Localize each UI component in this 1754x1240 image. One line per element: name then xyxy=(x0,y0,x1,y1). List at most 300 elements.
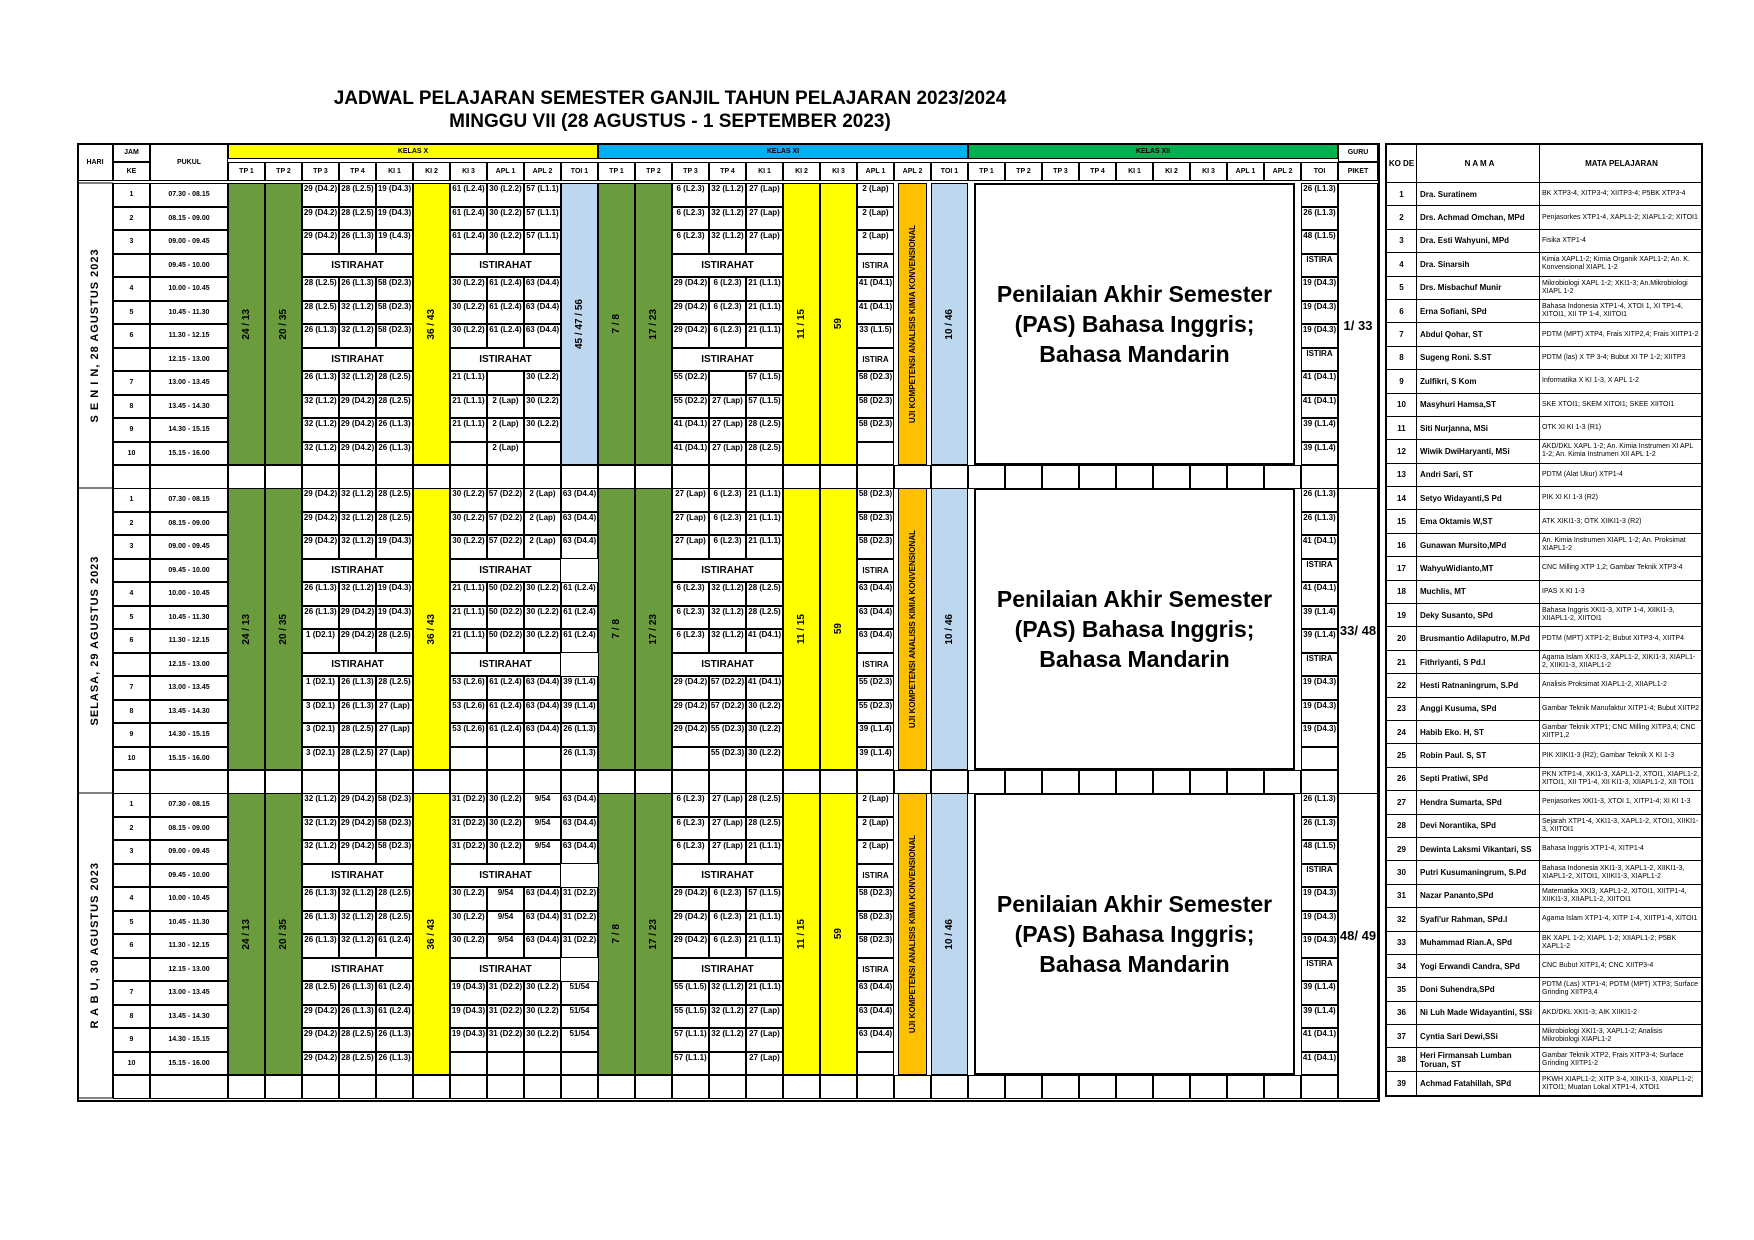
istirahat-label: ISTIRA xyxy=(857,864,894,888)
empty-cell xyxy=(265,1075,302,1099)
class-cell: 19 (D4.3) xyxy=(376,582,413,606)
empty-cell xyxy=(783,770,820,794)
empty-cell xyxy=(339,770,376,794)
empty-cell xyxy=(746,770,783,794)
teacher-name: Habib Eko. H, ST xyxy=(1417,721,1540,743)
class-cell: 27 (Lap) xyxy=(376,700,413,724)
empty-cell xyxy=(635,770,672,794)
column-header: KI 1 xyxy=(376,162,413,181)
slot-time: 08.15 - 09.00 xyxy=(150,207,228,231)
class-cell: 2 (Lap) xyxy=(857,817,894,841)
slot-number: 6 xyxy=(113,629,150,653)
empty-cell xyxy=(450,1075,487,1099)
class-cell: 63 (D4.4) xyxy=(857,981,894,1005)
empty-cell xyxy=(302,465,339,489)
class-cell: 6 (L2.3) xyxy=(672,183,709,207)
class-cell: 26 (L1.3) xyxy=(339,1005,376,1029)
class-cell: 58 (D2.3) xyxy=(857,887,894,911)
teacher-code: 34 xyxy=(1387,955,1417,977)
class-cell xyxy=(561,1052,598,1076)
empty-cell xyxy=(1264,465,1301,489)
teacher-row xyxy=(1387,1072,1701,1095)
slot-time: 10.45 - 11.30 xyxy=(150,301,228,325)
toi-cell: 26 (L1.3) xyxy=(1301,793,1338,817)
class-cell: 32 (L1.2) xyxy=(302,793,339,817)
slot-time: 13.00 - 13.45 xyxy=(150,676,228,700)
empty-cell xyxy=(1153,465,1190,489)
toi-cell: 19 (D4.3) xyxy=(1301,324,1338,348)
empty-cell xyxy=(228,465,265,489)
empty-cell xyxy=(672,1075,709,1099)
teacher-name: Heri Firmansah Lumban Toruan, ST xyxy=(1417,1048,1540,1070)
teacher-name: Robin Paul. S, ST xyxy=(1417,744,1540,766)
empty-cell xyxy=(302,770,339,794)
toi-cell: ISTIRA xyxy=(1301,348,1338,372)
block-label: 10 / 46 xyxy=(944,308,955,340)
block-bar xyxy=(931,183,968,465)
toi-cell: 39 (L1.4) xyxy=(1301,1005,1338,1029)
empty-cell xyxy=(968,770,1005,794)
class-cell: 6 (L2.3) xyxy=(672,840,709,864)
teacher-code: 9 xyxy=(1387,370,1417,392)
class-cell: 30 (L2.2) xyxy=(746,723,783,747)
class-cell: 55 (D2.3) xyxy=(857,700,894,724)
empty-cell xyxy=(1227,770,1264,794)
block-bar xyxy=(820,183,857,465)
class-cell xyxy=(672,747,709,771)
class-cell: 3 (D2.1) xyxy=(302,723,339,747)
teacher-subjects: Bahasa Indonesia XTP1-4, XTOI 1, XI TP1-4, XITOI1, XII TP 1-4, XIITOI1 xyxy=(1542,303,1683,319)
slot-number xyxy=(113,559,150,583)
class-cell xyxy=(709,1052,746,1076)
block-label: 24 / 13 xyxy=(241,613,252,645)
slot-time: 13.00 - 13.45 xyxy=(150,981,228,1005)
class-cell: 29 (D4.2) xyxy=(672,700,709,724)
class-cell: 29 (D4.2) xyxy=(302,207,339,231)
istirahat-label: ISTIRA xyxy=(857,653,894,677)
empty-cell xyxy=(1005,1075,1042,1099)
teacher-name: WahyuWidianto,MT xyxy=(1417,557,1540,579)
block-bar xyxy=(561,183,598,465)
class-cell: 58 (D2.3) xyxy=(376,793,413,817)
class-cell: 30 (L2.2) xyxy=(487,230,524,254)
header-pukul: PUKUL xyxy=(150,143,228,181)
class-cell: 28 (L2.5) xyxy=(376,512,413,536)
class-cell: 26 (L1.3) xyxy=(561,747,598,771)
toi-cell: 48 (L1.5) xyxy=(1301,230,1338,254)
class-cell: 50 (D2.2) xyxy=(487,582,524,606)
slot-time: 13.00 - 13.45 xyxy=(150,371,228,395)
toi-cell: 19 (D4.3) xyxy=(1301,277,1338,301)
class-cell: 6 (L2.3) xyxy=(709,934,746,958)
slot-number: 1 xyxy=(113,793,150,817)
slot-time: 09.45 - 10.00 xyxy=(150,864,228,888)
column-header: KI 2 xyxy=(783,162,820,181)
teacher-subjects: Kimia XAPL1-2; Kimia Organik XAPL1-2; An. K. Konvensional XIAPL 1-2 xyxy=(1542,256,1690,272)
class-cell: 61 (L2.4) xyxy=(487,301,524,325)
block-bar xyxy=(820,793,857,1075)
class-cell: 27 (Lap) xyxy=(746,1052,783,1076)
column-header: TP 4 xyxy=(339,162,376,181)
teacher-name: Masyhuri Hamsa,ST xyxy=(1417,394,1540,416)
teacher-row xyxy=(1387,370,1701,393)
teacher-code: 18 xyxy=(1387,581,1417,603)
class-cell: 29 (D4.2) xyxy=(302,1052,339,1076)
column-header: APL 2 xyxy=(1264,162,1301,181)
teacher-name: Muhammad Rian.A, SPd xyxy=(1417,932,1540,954)
teacher-row xyxy=(1387,487,1701,510)
pas-announcement: Penilaian Akhir Semester (PAS) Bahasa Inggris; Bahasa Mandarin xyxy=(974,183,1295,465)
slot-number: 10 xyxy=(113,747,150,771)
class-cell: 21 (L1.1) xyxy=(746,934,783,958)
istirahat-label: ISTIRAHAT xyxy=(672,653,783,677)
toi-cell: 39 (L1.4) xyxy=(1301,606,1338,630)
class-cell: 32 (L1.2) xyxy=(709,207,746,231)
block-bar xyxy=(598,183,635,465)
slot-time: 15.15 - 16.00 xyxy=(150,442,228,466)
toi-cell: 39 (L1.4) xyxy=(1301,981,1338,1005)
teacher-subjects: Bahasa Inggris XKI1-3, XITP 1-4, XIIKI1-3, XIIAPL1-2, XIITOI1 xyxy=(1542,607,1675,623)
empty-cell xyxy=(487,770,524,794)
class-cell: 63 (D4.4) xyxy=(524,911,561,935)
teacher-row xyxy=(1387,955,1701,978)
class-cell: 57 (D2.2) xyxy=(709,676,746,700)
empty-cell xyxy=(598,1075,635,1099)
class-cell: 32 (L1.2) xyxy=(339,934,376,958)
class-cell: 29 (D4.2) xyxy=(672,887,709,911)
slot-number xyxy=(113,864,150,888)
teacher-subjects: Mikrobiologi XKI1-3, XAPL1-2; Analisis Mikrobiologi XIAPL1-2 xyxy=(1542,1028,1663,1044)
empty-cell xyxy=(1116,770,1153,794)
teacher-row xyxy=(1387,183,1701,206)
slot-time: 07.30 - 08.15 xyxy=(150,793,228,817)
class-cell: 26 (L1.3) xyxy=(339,981,376,1005)
day-label: S E N I N, 28 AGUSTUS 2023 xyxy=(77,183,113,489)
toi-cell: 48 (L1.5) xyxy=(1301,840,1338,864)
class-cell: 32 (L1.2) xyxy=(709,606,746,630)
class-cell: 41 (D4.1) xyxy=(672,418,709,442)
teacher-name: Andri Sari, ST xyxy=(1417,464,1540,486)
istirahat-label: ISTIRA xyxy=(857,348,894,372)
istirahat-label: ISTIRAHAT xyxy=(672,348,783,372)
column-header: KI 2 xyxy=(413,162,450,181)
teacher-subjects: PDTM (Alat Ukur) XTP1-4 xyxy=(1542,470,1623,478)
class-cell: 32 (L1.2) xyxy=(339,371,376,395)
istirahat-label: ISTIRAHAT xyxy=(302,254,413,278)
class-cell: 26 (L1.3) xyxy=(561,723,598,747)
class-cell: 27 (Lap) xyxy=(746,230,783,254)
block-label: 45 / 47 / 56 xyxy=(574,298,585,350)
class-cell: 26 (L1.3) xyxy=(302,582,339,606)
class-cell: 6 (L2.3) xyxy=(709,887,746,911)
teacher-subjects: BK XAPL 1-2; XIAPL 1-2; XIIAPL1-2; P5BK XAPL1-2 xyxy=(1542,934,1677,950)
slot-time: 13.45 - 14.30 xyxy=(150,1005,228,1029)
class-cell: 30 (L2.2) xyxy=(450,887,487,911)
block-bar xyxy=(820,488,857,770)
empty-cell xyxy=(524,1075,561,1099)
uji-kompetensi-label: UJI KOMPETENSI ANALISIS KIMIA KONVENSIONAL xyxy=(908,224,917,424)
class-cell: 31 (D2.2) xyxy=(450,817,487,841)
teacher-subjects: AKD/DKL XKI1-3; AIK XIIKI1-2 xyxy=(1542,1008,1638,1016)
class-cell: 28 (L2.5) xyxy=(302,301,339,325)
empty-cell xyxy=(783,1075,820,1099)
class-cell: 63 (D4.4) xyxy=(561,535,598,559)
block-bar xyxy=(635,183,672,465)
class-cell: 29 (D4.2) xyxy=(302,183,339,207)
toi-cell: ISTIRA xyxy=(1301,864,1338,888)
class-cell: 27 (Lap) xyxy=(709,817,746,841)
teacher-subjects: PIK XI KI 1-3 (R2) xyxy=(1542,494,1599,502)
block-label: 17 / 23 xyxy=(648,613,659,645)
class-cell: 30 (L2.2) xyxy=(450,535,487,559)
empty-cell xyxy=(635,465,672,489)
class-cell: 29 (D4.2) xyxy=(672,324,709,348)
column-header: TP 3 xyxy=(672,162,709,181)
piket-value: 1/ 33 xyxy=(1343,317,1373,333)
slot-number: 6 xyxy=(113,324,150,348)
block-label: 36 / 43 xyxy=(426,308,437,340)
class-cell: 2 (Lap) xyxy=(487,442,524,466)
teacher-code: 23 xyxy=(1387,698,1417,720)
block-label: 7 / 8 xyxy=(611,314,622,334)
block-bar xyxy=(228,488,265,770)
class-cell xyxy=(487,747,524,771)
class-cell: 21 (L1.1) xyxy=(450,371,487,395)
class-cell: 32 (L1.2) xyxy=(709,981,746,1005)
class-cell: 19 (L4.3) xyxy=(376,230,413,254)
class-cell: 26 (L1.3) xyxy=(339,676,376,700)
empty-cell xyxy=(894,770,931,794)
class-cell: 58 (D2.3) xyxy=(857,911,894,935)
slot-time: 14.30 - 15.15 xyxy=(150,1028,228,1052)
empty-cell xyxy=(339,1075,376,1099)
teacher-row xyxy=(1387,464,1701,487)
class-cell: 58 (D2.3) xyxy=(376,324,413,348)
istirahat-label: ISTIRA xyxy=(857,958,894,982)
slot-number: 3 xyxy=(113,230,150,254)
teacher-subjects: Fisika XTP1-4 xyxy=(1542,236,1586,244)
header-kelas-xi: KELAS XI xyxy=(598,143,968,159)
teacher-name: Dra. Esti Wahyuni, MPd xyxy=(1417,230,1540,252)
column-header: KI 1 xyxy=(746,162,783,181)
column-header: TP 4 xyxy=(709,162,746,181)
column-header: KI 2 xyxy=(1153,162,1190,181)
class-cell: 50 (D2.2) xyxy=(487,629,524,653)
class-cell: 55 (D2.2) xyxy=(672,371,709,395)
teacher-code: 26 xyxy=(1387,768,1417,790)
block-bar xyxy=(783,793,820,1075)
slot-time: 10.00 - 10.45 xyxy=(150,582,228,606)
teacher-name: Sugeng Roni. S.ST xyxy=(1417,347,1540,369)
teacher-name: Fithriyanti, S Pd.I xyxy=(1417,651,1540,673)
empty-cell xyxy=(857,465,894,489)
block-label: 36 / 43 xyxy=(426,918,437,950)
teacher-code: 24 xyxy=(1387,721,1417,743)
empty-cell xyxy=(1153,1075,1190,1099)
istirahat-label: ISTIRAHAT xyxy=(302,348,413,372)
class-cell: 63 (D4.4) xyxy=(524,676,561,700)
teacher-subjects: CNC Milling XTP 1,2; Gambar Teknik XTP3-4 xyxy=(1542,564,1683,572)
teacher-name: Drs. Achmad Omchan, MPd xyxy=(1417,206,1540,228)
class-cell: 39 (L1.4) xyxy=(561,700,598,724)
class-cell: 6 (L2.3) xyxy=(709,488,746,512)
class-cell: 29 (D4.2) xyxy=(672,277,709,301)
istirahat-label: ISTIRAHAT xyxy=(450,348,561,372)
teacher-row xyxy=(1387,440,1701,463)
class-cell xyxy=(524,442,561,466)
empty-cell xyxy=(376,1075,413,1099)
class-cell xyxy=(487,371,524,395)
slot-number xyxy=(113,254,150,278)
class-cell: 6 (L2.3) xyxy=(672,629,709,653)
class-cell: 63 (D4.4) xyxy=(524,301,561,325)
class-cell: 55 (D2.2) xyxy=(672,395,709,419)
class-cell: 32 (L1.2) xyxy=(709,1005,746,1029)
teacher-row xyxy=(1387,394,1701,417)
empty-cell xyxy=(413,770,450,794)
slot-time: 08.15 - 09.00 xyxy=(150,817,228,841)
slot-number: 3 xyxy=(113,535,150,559)
slot-time: 14.30 - 15.15 xyxy=(150,418,228,442)
class-cell: 55 (D2.3) xyxy=(857,676,894,700)
teacher-code: 1 xyxy=(1387,183,1417,205)
class-cell: 9/54 xyxy=(487,934,524,958)
class-cell: 26 (L1.3) xyxy=(302,934,339,958)
slot-number: 10 xyxy=(113,1052,150,1076)
istirahat-label: ISTIRAHAT xyxy=(450,864,561,888)
slot-time: 12.15 - 13.00 xyxy=(150,653,228,677)
teacher-row xyxy=(1387,581,1701,604)
class-cell: 63 (D4.4) xyxy=(561,793,598,817)
empty-cell xyxy=(561,770,598,794)
teacher-row xyxy=(1387,744,1701,767)
class-cell: 51/54 xyxy=(561,1005,598,1029)
class-cell: 61 (L2.4) xyxy=(450,207,487,231)
class-cell: 61 (L2.4) xyxy=(376,981,413,1005)
column-header: KI 3 xyxy=(820,162,857,181)
class-cell: 21 (L1.1) xyxy=(746,488,783,512)
class-cell: 28 (L2.5) xyxy=(746,793,783,817)
teacher-code: 13 xyxy=(1387,464,1417,486)
slot-number: 5 xyxy=(113,911,150,935)
class-cell: 57 (D2.2) xyxy=(709,700,746,724)
class-cell: 26 (L1.3) xyxy=(339,277,376,301)
slot-number xyxy=(113,1075,150,1099)
empty-cell xyxy=(1042,465,1079,489)
class-cell: 21 (L1.1) xyxy=(746,840,783,864)
teacher-subjects: CNC Bubut XITP1,4; CNC XIITP3-4 xyxy=(1542,962,1654,970)
class-cell: 21 (L1.1) xyxy=(746,324,783,348)
class-cell: 30 (L2.2) xyxy=(487,817,524,841)
uji-kompetensi-label: UJI KOMPETENSI ANALISIS KIMIA KONVENSIONAL xyxy=(908,529,917,729)
block-label: 20 / 35 xyxy=(278,918,289,950)
class-cell: 63 (D4.4) xyxy=(857,606,894,630)
empty-cell xyxy=(413,465,450,489)
teacher-row xyxy=(1387,698,1701,721)
empty-cell xyxy=(1079,770,1116,794)
toi-cell: 39 (L1.4) xyxy=(1301,442,1338,466)
teacher-code: 16 xyxy=(1387,534,1417,556)
class-cell: 30 (L2.2) xyxy=(487,183,524,207)
class-cell: 26 (L1.3) xyxy=(302,324,339,348)
class-cell: 21 (L1.1) xyxy=(450,418,487,442)
istirahat-label: ISTIRAHAT xyxy=(302,864,413,888)
piket-value: 48/ 49 xyxy=(1339,927,1377,943)
teacher-name: Achmad Fatahillah, SPd xyxy=(1417,1072,1540,1095)
class-cell: 28 (L2.5) xyxy=(376,676,413,700)
class-cell: 32 (L1.2) xyxy=(339,911,376,935)
block-label: 59 xyxy=(833,928,844,940)
class-cell: 41 (D4.1) xyxy=(857,301,894,325)
class-cell: 28 (L2.5) xyxy=(376,629,413,653)
teacher-subjects: PDTM (las) X TP 3-4; Bubut XI TP 1-2; XIITP3 xyxy=(1542,353,1686,361)
empty-cell xyxy=(524,770,561,794)
slot-time: 15.15 - 16.00 xyxy=(150,747,228,771)
teacher-row xyxy=(1387,206,1701,229)
istirahat-label: ISTIRAHAT xyxy=(302,559,413,583)
class-cell: 63 (D4.4) xyxy=(524,277,561,301)
class-cell: 39 (L1.4) xyxy=(561,676,598,700)
block-bar xyxy=(598,793,635,1075)
class-cell: 32 (L1.2) xyxy=(709,1028,746,1052)
page-title: JADWAL PELAJARAN SEMESTER GANJIL TAHUN PELAJARAN 2023/2024 xyxy=(333,88,1007,109)
uji-kompetensi-bar xyxy=(898,793,927,1075)
class-cell: 29 (D4.2) xyxy=(302,535,339,559)
class-cell: 21 (L1.1) xyxy=(746,911,783,935)
empty-cell xyxy=(968,1075,1005,1099)
class-cell: 26 (L1.3) xyxy=(302,371,339,395)
class-cell: 58 (D2.3) xyxy=(376,277,413,301)
teacher-row xyxy=(1387,417,1701,440)
empty-cell xyxy=(672,770,709,794)
class-cell: 28 (L2.5) xyxy=(339,1052,376,1076)
class-cell: 61 (L2.4) xyxy=(487,676,524,700)
class-cell: 63 (D4.4) xyxy=(561,817,598,841)
uji-kompetensi-bar xyxy=(898,183,927,465)
class-cell: 30 (L2.2) xyxy=(450,324,487,348)
class-cell: 29 (D4.2) xyxy=(302,512,339,536)
class-cell: 6 (L2.3) xyxy=(709,911,746,935)
class-cell: 41 (D4.1) xyxy=(746,629,783,653)
empty-cell xyxy=(635,1075,672,1099)
block-bar xyxy=(228,793,265,1075)
class-cell: 63 (D4.4) xyxy=(524,887,561,911)
class-cell: 28 (L2.5) xyxy=(339,207,376,231)
teacher-subjects: MATA PELAJARAN xyxy=(1585,158,1658,168)
class-cell: 27 (Lap) xyxy=(709,442,746,466)
class-cell: 31 (D2.2) xyxy=(450,793,487,817)
class-cell: 63 (D4.4) xyxy=(857,1028,894,1052)
class-cell: 27 (Lap) xyxy=(672,535,709,559)
block-bar xyxy=(635,488,672,770)
toi-cell: 39 (L1.4) xyxy=(1301,629,1338,653)
teacher-legend xyxy=(1385,143,1703,1097)
class-cell: 61 (L2.4) xyxy=(561,582,598,606)
teacher-row xyxy=(1387,838,1701,861)
class-cell: 58 (D2.3) xyxy=(857,512,894,536)
class-cell: 61 (L2.4) xyxy=(450,183,487,207)
class-cell: 32 (L1.2) xyxy=(302,395,339,419)
istirahat-label: ISTIRAHAT xyxy=(302,958,413,982)
class-cell: 27 (Lap) xyxy=(376,723,413,747)
class-cell: 31 (D2.2) xyxy=(561,911,598,935)
block-bar xyxy=(413,488,450,770)
toi-cell: 41 (D4.1) xyxy=(1301,1028,1338,1052)
class-cell: 6 (L2.3) xyxy=(672,230,709,254)
class-cell: 30 (L2.2) xyxy=(487,840,524,864)
teacher-subjects: PKN XTP1-4, XKI1-3, XAPL1-2, XTOI1, XIAPL1-2, XITOI1, XII TP1-4, XII KI1-3, XIIAPL1-2, XII TOI1 xyxy=(1542,770,1700,786)
teacher-code: 28 xyxy=(1387,815,1417,837)
